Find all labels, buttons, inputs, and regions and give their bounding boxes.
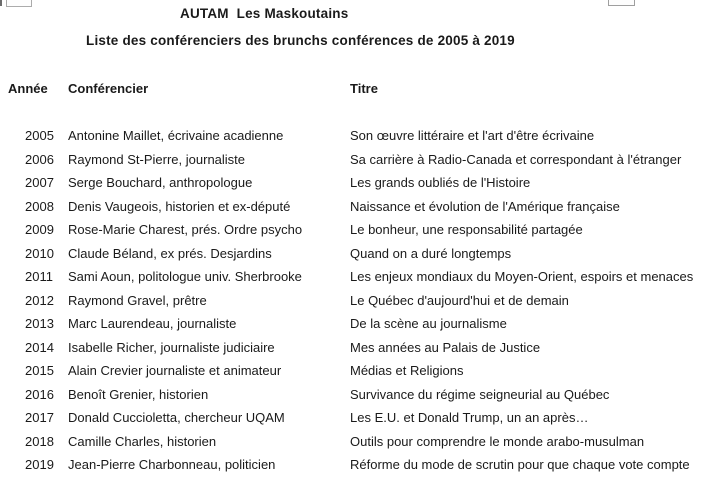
speaker-cell: Raymond Gravel, prêtre	[68, 292, 207, 308]
speaker-cell: Camille Charles, historien	[68, 433, 217, 449]
cutoff-textbox-outline-left	[6, 0, 32, 7]
year-cell: 2013	[25, 316, 54, 332]
title-cell: Naissance et évolution de l'Amérique française	[350, 198, 620, 214]
speaker-cell: Serge Bouchard, anthropologue	[68, 175, 253, 191]
year-cell: 2009	[25, 222, 54, 238]
title-cell: Survivance du régime seigneurial au Québec	[350, 386, 610, 402]
title-cell: Son œuvre littéraire et l'art d'être écrivaine	[350, 128, 595, 144]
speaker-cell: Antonine Maillet, écrivaine acadienne	[68, 128, 284, 144]
speaker-cell: Claude Béland, ex prés. Desjardins	[68, 245, 272, 261]
speaker-cell: Jean-Pierre Charbonneau, politicien	[68, 457, 276, 473]
table-row	[8, 218, 714, 242]
title-cell: Le bonheur, une responsabilité partagée	[350, 222, 583, 238]
cutoff-textbox-outline-right	[608, 0, 635, 6]
year-cell: 2006	[25, 151, 54, 167]
table-row	[8, 289, 714, 313]
title-cell: De la scène au journalisme	[350, 316, 507, 332]
column-header-speaker: Conférencier	[68, 80, 149, 96]
title-cell: Médias et Religions	[350, 363, 464, 379]
year-cell: 2014	[25, 339, 54, 355]
column-header-title: Titre	[350, 80, 378, 96]
title-cell: Quand on a duré longtemps	[350, 245, 512, 261]
title-cell: Sa carrière à Radio-Canada et correspondant à l'étranger	[350, 151, 682, 167]
table-row	[8, 171, 714, 195]
year-cell: 2017	[25, 410, 54, 426]
speaker-cell: Donald Cuccioletta, chercheur UQAM	[68, 410, 285, 426]
page-subtitle: Liste des conférenciers des brunchs conférences de 2005 à 2019	[86, 33, 515, 48]
table-row	[8, 312, 714, 336]
title-cell: Le Québec d'aujourd'hui et de demain	[350, 292, 569, 308]
title-cell: Réforme du mode de scrutin pour que chaque vote compte	[350, 457, 690, 473]
table-row	[8, 124, 714, 148]
year-cell: 2005	[25, 128, 54, 144]
speaker-cell: Rose-Marie Charest, prés. Ordre psycho	[68, 222, 303, 238]
table-body	[8, 124, 714, 477]
year-cell: 2011	[25, 269, 53, 285]
speaker-cell: Isabelle Richer, journaliste judiciaire	[68, 339, 275, 355]
table-row	[8, 148, 714, 172]
cursor-tick-artifact	[0, 0, 2, 6]
table-row	[8, 406, 714, 430]
title-cell: Outils pour comprendre le monde arabo-musulman	[350, 433, 645, 449]
year-cell: 2010	[25, 245, 54, 261]
column-header-year: Année	[8, 80, 48, 96]
speaker-cell: Raymond St-Pierre, journaliste	[68, 151, 246, 167]
table-row	[8, 195, 714, 219]
title-cell: Mes années au Palais de Justice	[350, 339, 541, 355]
speaker-role-text: et animateur	[205, 363, 282, 379]
page-title: AUTAM Les Maskoutains	[180, 6, 349, 21]
speaker-cell: Denis Vaugeois, historien et ex-député	[68, 198, 291, 214]
title-cell: Les E.U. et Donald Trump, un an après…	[350, 410, 589, 426]
speaker-cell	[68, 363, 350, 378]
speaker-cell: Marc Laurendeau, journaliste	[68, 316, 237, 332]
title-cell: Les enjeux mondiaux du Moyen-Orient, espoirs et menaces	[350, 269, 694, 285]
speaker-cell: Benoît Grenier, historien	[68, 386, 209, 402]
title-cell: Les grands oubliés de l'Histoire	[350, 175, 531, 191]
speaker-cell: Sami Aoun, politologue univ. Sherbrooke	[68, 269, 302, 285]
year-cell: 2019	[25, 457, 54, 473]
speakers-table	[8, 80, 714, 477]
table-header-row	[8, 80, 714, 96]
table-row	[8, 242, 714, 266]
speaker-name-text: Alain Crevier	[68, 363, 143, 379]
year-cell: 2015	[25, 363, 54, 379]
table-row	[8, 265, 714, 289]
grammar-squiggle-text: journaliste	[142, 363, 206, 379]
year-cell: 2012	[25, 292, 54, 308]
table-row	[8, 430, 714, 454]
year-cell: 2008	[25, 198, 54, 214]
table-row	[8, 383, 714, 407]
year-cell: 2007	[25, 175, 54, 191]
year-cell: 2018	[25, 433, 54, 449]
table-row	[8, 453, 714, 477]
year-cell: 2016	[25, 386, 54, 402]
table-row	[8, 359, 714, 383]
table-row	[8, 336, 714, 360]
